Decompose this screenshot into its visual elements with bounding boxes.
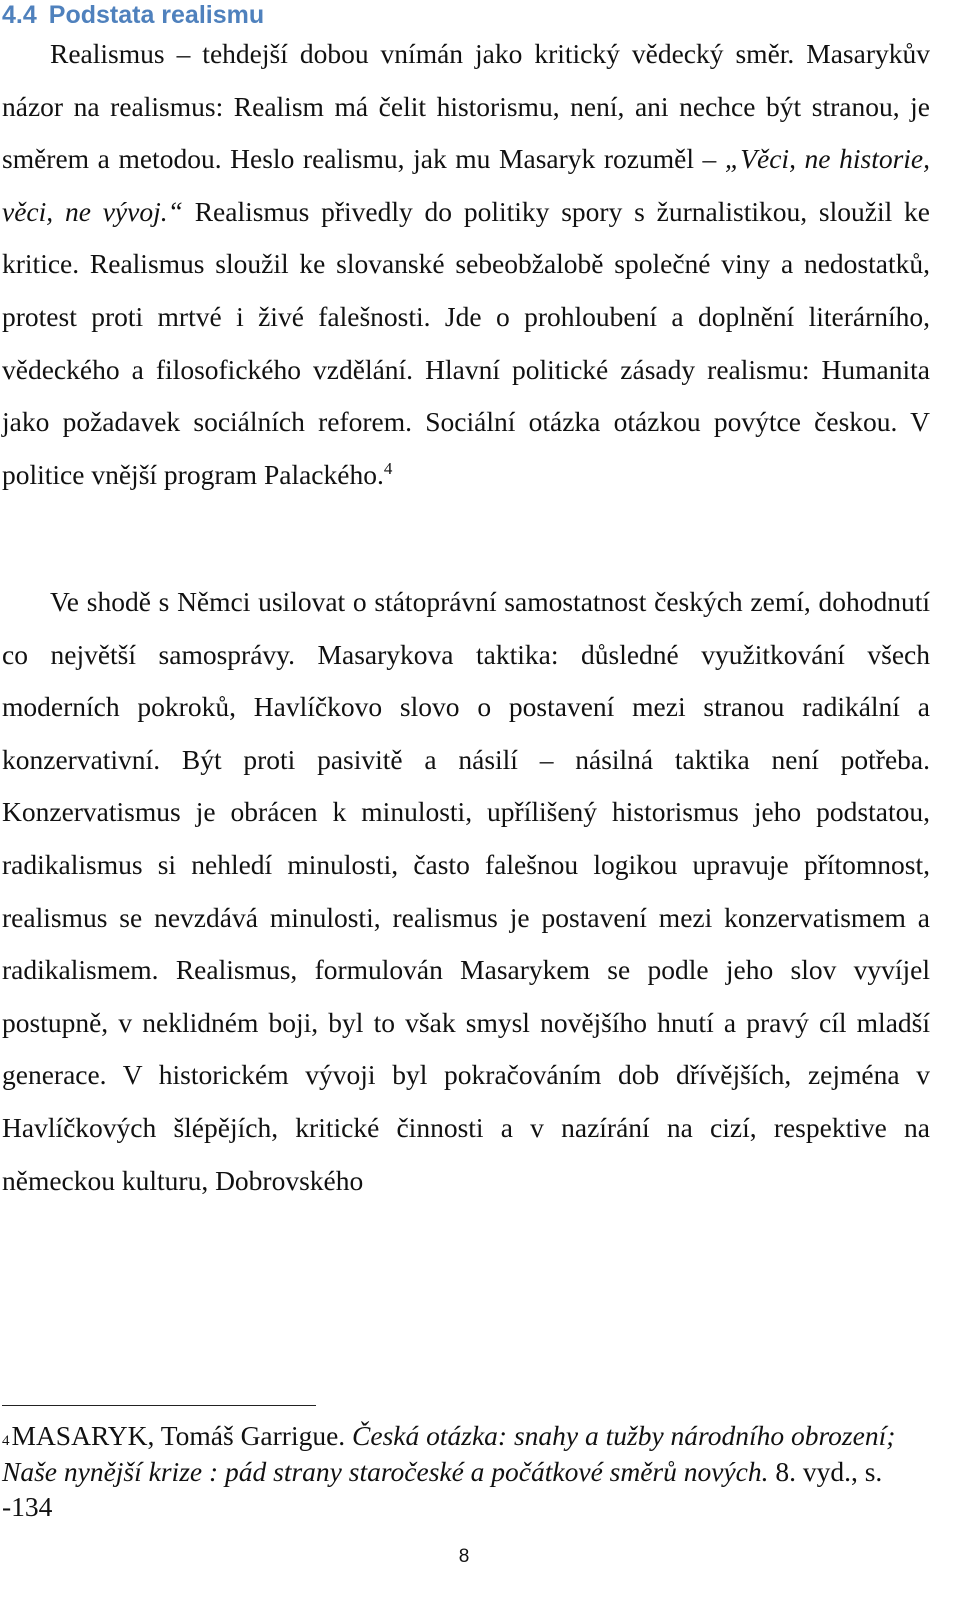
footnote-reference: 4: [383, 458, 393, 478]
paragraph-2-text: Ve shodě s Němci usilovat o státoprávní samostatnost českých zemí, dohodnutí co největší samosprávy. Masarykova taktika: důsledné využitkování všech moderních pokroků, Havlíčkovo slovo o postavení mezi stranou radikální a konzervativní. Být proti pasivitě a násilí – násilná taktika není potřeba. Konzervatismus je obrácen k minulosti, upřílišený historismus jeho podstatou, radikalismus si nehledí minulosti, často falešnou logikou upravuje přítomnost, realismus se nevzdává minulosti, realismus je postavení mezi konzervatismem a radikalismem. Realismus, formulován Masarykem se podle jeho slov vyvíjel postupně, v neklidném boji, byl to však smysl novějšího hnutí a pravý cíl mladší generace. V historickém vývoji byl pokračováním dob dřívějších, zejména v Havlíčkových šlépějích, kritické činnosti a v nazírání na cizí, respektive na německou kulturu, Dobrovského: [2, 586, 930, 1196]
footnote-mark: 4: [2, 1433, 10, 1449]
paragraph-1-text-b: Realismus přivedly do politiky spory s žurnalistikou, sloužil ke kritice. Realismus sloužil ke slovanské sebeobžalobě společné viny a nedostatků, protest proti mrtvé i živé falešnosti. Jde o prohloubení a doplnění literárního, vědeckého a filosofického vzdělání. Hlavní politické zásady realismu: Humanita jako požadavek sociálních reforem. Sociální otázka otázkou povýtce českou. V politice vnější program Palackého.: [2, 195, 931, 490]
footnote-edition: 8. vyd., s. -134: [2, 1455, 883, 1522]
section-number: 4.4: [2, 1, 37, 29]
footnote-title: Česká otázka: snahy a tužby národního obrození; Naše nynější krize : pád strany staročeské a počátkové směrů nových.: [2, 1420, 896, 1487]
footnote-author: MASARYK, Tomáš Garrigue.: [11, 1420, 353, 1451]
section-title: Podstata realismu: [48, 1, 265, 29]
paragraph-2: [2, 576, 930, 1207]
paragraph-1-text-a: Realismus – tehdejší dobou vnímán jako kritický vědecký směr. Masarykův názor na realismus: Realism má čelit historismu, není, ani nechce být stranou, je směrem a metodou. Heslo realismu, jak mu Masaryk rozuměl –: [2, 38, 930, 175]
footnote: [2, 1418, 902, 1525]
footnote-separator: [2, 1405, 316, 1406]
masaryk-quote: „Věci, ne historie, věci, ne vývoj.“: [2, 143, 931, 227]
paragraph-1: [2, 28, 930, 501]
section-heading: [2, 0, 264, 30]
page-number: 8: [458, 1546, 470, 1567]
